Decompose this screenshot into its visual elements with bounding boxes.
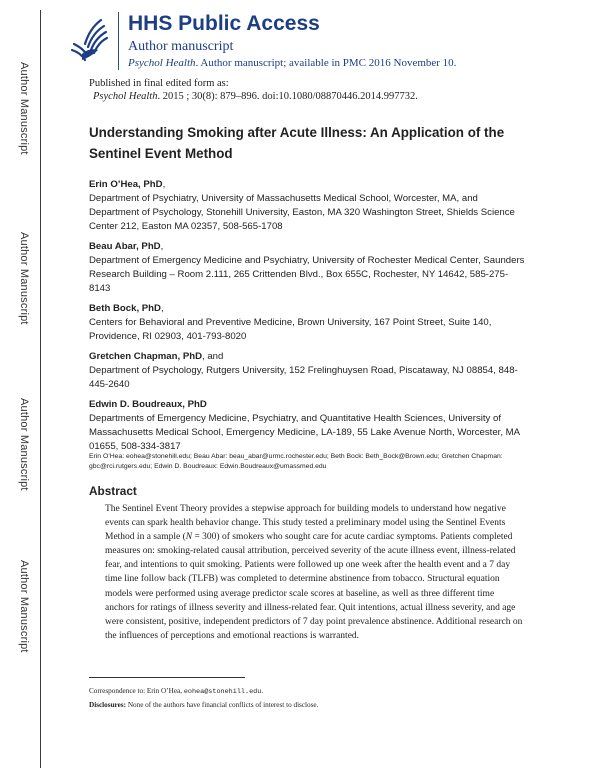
author-name: Beau Abar, PhD bbox=[89, 241, 161, 252]
author-block bbox=[89, 350, 529, 392]
availability-text: . Author manuscript; available in PMC 2016 November 10. bbox=[195, 57, 457, 69]
correspondence-line bbox=[89, 685, 318, 699]
correspondence-email[interactable]: eohea@stonehill.edu bbox=[183, 688, 262, 696]
author-manuscript-stamp: Author Manuscript bbox=[18, 560, 30, 653]
disclosures-line bbox=[89, 699, 318, 712]
author-suffix: , and bbox=[202, 351, 224, 362]
abstract-n-variable: N bbox=[185, 532, 193, 543]
author-affiliation: Department of Psychology, Rutgers University, 152 Frelinghuysen Road, Piscataway, NJ 08854, 848-445-2640 bbox=[89, 365, 518, 390]
author-manuscript-stamp: Author Manuscript bbox=[18, 398, 30, 491]
margin-divider bbox=[40, 10, 41, 768]
footnote-divider bbox=[89, 677, 245, 678]
availability-line bbox=[128, 57, 456, 69]
author-name-line bbox=[89, 398, 529, 412]
author-name-line bbox=[89, 350, 529, 364]
footnotes bbox=[89, 685, 318, 712]
disclosures-text: None of the authors have financial conflicts of interest to disclose. bbox=[126, 701, 319, 709]
author-affiliation: Department of Emergency Medicine and Psychiatry, University of Rochester Medical Center, Saunders Research Building – Room 2.111, 265 Crittenden Blvd., Box 655C, Rochester, NY 14642, 585-275-8143 bbox=[89, 255, 525, 294]
author-name: Erin O’Hea, PhD bbox=[89, 179, 163, 190]
citation-journal: Psychol Health bbox=[93, 91, 158, 102]
header-journal: Psychol Health bbox=[128, 57, 196, 69]
author-suffix: , bbox=[160, 303, 164, 314]
author-affiliation: Centers for Behavioral and Preventive Medicine, Brown University, 167 Point Street, Suite 140, Providence, RI 02903, 401-793-8020 bbox=[89, 317, 492, 342]
author-name-line bbox=[89, 178, 529, 192]
author-name-line bbox=[89, 302, 529, 316]
abstract-heading: Abstract bbox=[89, 484, 137, 498]
author-block bbox=[89, 398, 529, 454]
author-name: Gretchen Chapman, PhD bbox=[89, 351, 203, 362]
author-affiliation: Department of Psychiatry, University of Massachusetts Medical School, Worcester, MA, and Department of Psychology, Stonehill University, Easton, MA 320 Washington Street, Shields Science Center 212, Easton MA 02357, 508-565-1708 bbox=[89, 193, 515, 232]
author-affiliation: Departments of Emergency Medicine, Psychiatry, and Quantitative Health Sciences, University of Massachusetts Medical School, Emergency Medicine, LA-189, 55 Lake Avenue North, Worcester, MA 01655, 508-334-3817 bbox=[89, 413, 520, 452]
header-subtitle: Author manuscript bbox=[128, 39, 234, 54]
author-suffix: , bbox=[162, 179, 166, 190]
correspondence-label: Correspondence to: Erin O’Hea, bbox=[89, 687, 184, 695]
header-divider bbox=[118, 12, 119, 70]
author-name-line bbox=[89, 240, 529, 254]
author-name: Edwin D. Boudreaux, PhD bbox=[89, 399, 207, 410]
author-emails: Erin O’Hea: eohea@stonehill.edu; Beau Abar: beau_abar@urmc.rochester.edu; Beth Bock: Beth_Bock@Brown.edu; Gretchen Chapman: gbc@rci.rutgers.edu; Edwin D. Boudreaux: Edwin.Boudreaux@umassmed.edu bbox=[89, 453, 503, 470]
citation-line bbox=[89, 90, 418, 103]
author-manuscript-stamp: Author Manuscript bbox=[18, 232, 30, 325]
abstract-body bbox=[105, 502, 525, 643]
publication-info bbox=[89, 77, 418, 103]
disclosures-label: Disclosures: bbox=[89, 701, 127, 709]
abstract-text-2: = 300) of smokers who sought care for acute cardiac symptoms. Patients completed measures on: smoking-related causal attribution, perceived severity of the acute illness event, illness-related fear, and intentions to quit smoking. Patients were followed up one week after the health event and a 7 day time line follow back (TLFB) was completed to determine abstinence from tobacco. Structural equation models were performed using average predictor scale scores at baseline, as well as three different time anchors for ratings of illness severity and illness-related fear. Quit intentions, actual illness severity, and age were consistent, positive, independent predictors of 7 day point prevalence abstinence. Additional research on the influences of perceptions and emotional reactions is warranted. bbox=[105, 532, 523, 641]
author-manuscript-stamp: Author Manuscript bbox=[18, 62, 30, 155]
hhs-eagle-logo-icon bbox=[68, 14, 110, 62]
published-label: Published in final edited form as: bbox=[89, 78, 229, 89]
author-block bbox=[89, 302, 529, 344]
abstract-text-1: The Sentinel Event Theory provides a stepwise approach for building models to understand how negative events can spark health behavior change. This study tested a preliminary model using the Sentinel Events Method in a sample ( bbox=[105, 504, 506, 543]
header-title: HHS Public Access bbox=[128, 12, 320, 35]
author-block bbox=[89, 178, 529, 234]
author-list bbox=[89, 178, 529, 460]
paper-title: Understanding Smoking after Acute Illness: An Application of the Sentinel Event Method bbox=[89, 125, 505, 161]
author-suffix: , bbox=[160, 241, 164, 252]
correspondence-end: . bbox=[261, 687, 264, 695]
author-block bbox=[89, 240, 529, 296]
author-name: Beth Bock, PhD bbox=[89, 303, 161, 314]
citation-text: . 2015 ; 30(8): 879–896. doi:10.1080/08870446.2014.997732. bbox=[157, 91, 418, 102]
